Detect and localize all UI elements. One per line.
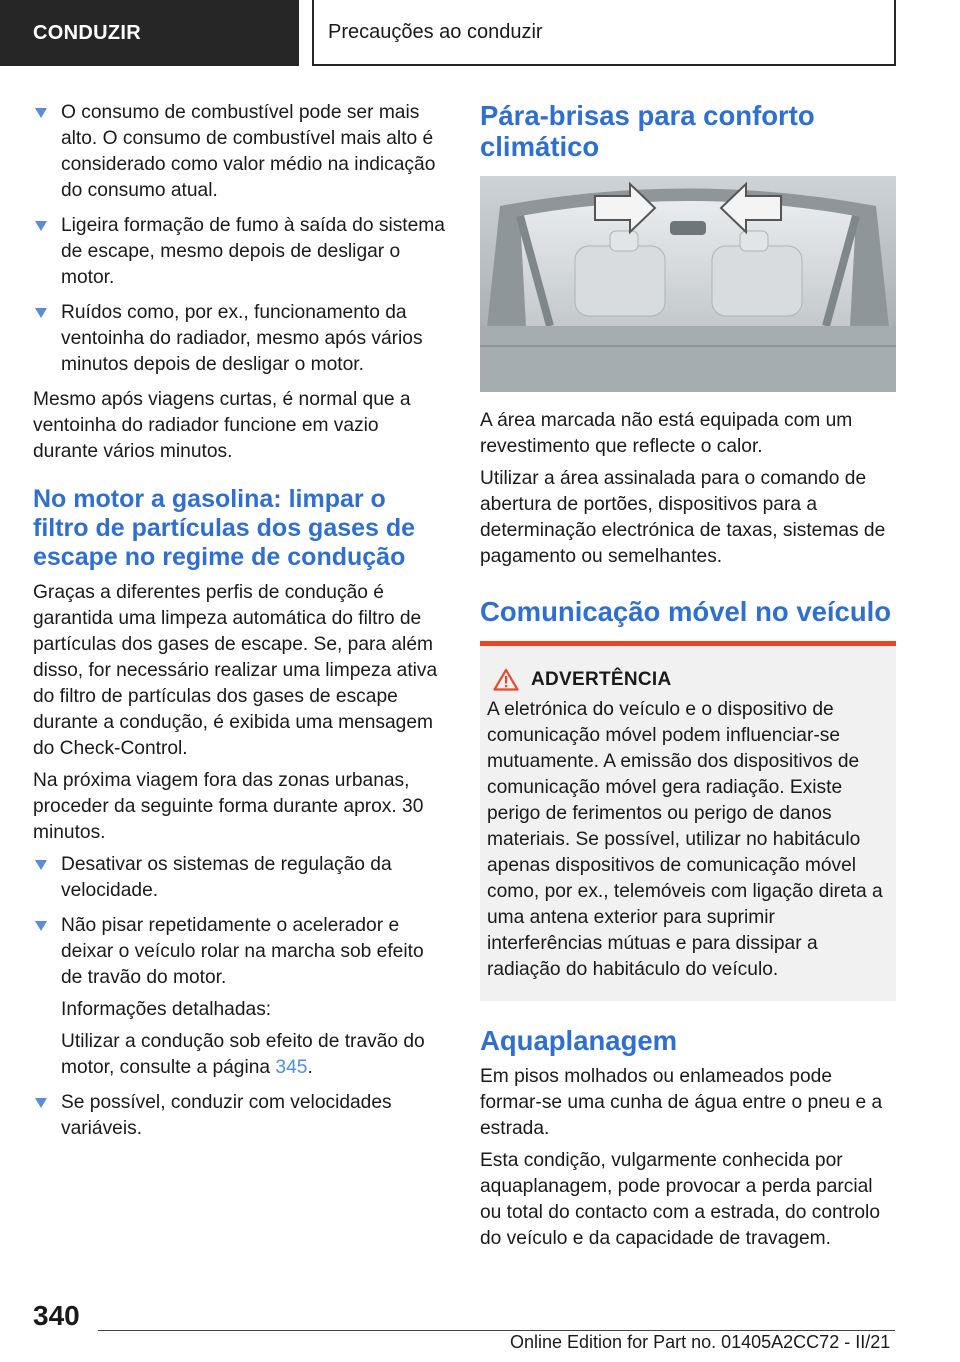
paragraph-caption: A área marcada não está equipada com um revestimento que reflecte o calor. [480,410,853,457]
triangle-bullet-icon [35,1098,47,1108]
warning-triangle-icon [493,668,519,691]
warning-text: A eletrónica do veículo e o dispositivo de comunicação móvel podem influenciar-se mutuamente. A emissão dos dispositivos de comunicação móvel gera radiação. Existe perigo de ferimentos ou perigo de danos materiais. Se possível, utilizar no habitáculo apenas dispositivos de comunicação móvel como, por ex., telemóveis com ligação direta a uma antena exterior para suprimir interferências mútuas e para dissipar a radiação do habitáculo do veículo. [487,699,883,980]
triangle-bullet-icon [35,221,47,231]
list-item [33,852,448,904]
left-column [33,100,448,1151]
reference-text: Utilizar a condução sob efeito de travão do motor, consulte a página [61,1031,425,1078]
list-item-text: Desativar os sistemas de regulação da velocidade. [61,854,392,901]
list-item [33,213,448,291]
warning-title: ADVERTÊNCIA [531,668,672,690]
list-item [33,1090,448,1142]
chapter-title: Precauções ao conduzir [312,0,896,66]
detail-label: Informações detalhadas: [61,999,272,1020]
paragraph-next-trip: Na próxima viagem fora das zonas urbanas, proceder da seguinte forma durante aprox. 30 minutos. [33,770,424,843]
footer-divider [98,1330,895,1331]
heading-mobile: Comunicação móvel no veículo [480,596,892,627]
page-link[interactable]: 345 [275,1057,308,1078]
list-item-text: O consumo de combustível pode ser mais alto. O consumo de combustível mais alto é considerado como valor médio na indicação do consumo atual. [61,102,436,201]
detail-reference [61,1029,448,1081]
right-column [480,100,896,1258]
warning-box [480,641,896,1001]
list-item-text: Ruídos como, por ex., funcionamento da ventoinha do radiador, mesmo após vários minutos depois de desligar o motor. [61,302,423,375]
paragraph-aquaplaning-1: Em pisos molhados ou enlameados pode formar-se uma cunha de água entre o pneu e a estrada. [480,1066,883,1139]
list-item-text: Não pisar repetidamente o acelerador e deixar o veículo rolar na marcha sob efeito de travão do motor. [61,915,424,988]
heading-aquaplaning: Aquaplanagem [480,1025,678,1056]
paragraph-usage: Utilizar a área assinalada para o comando de abertura de portões, dispositivos para a determinação electrónica de taxas, sistemas de pagamento ou semelhantes. [480,468,886,567]
paragraph-aquaplaning-2: Esta condição, vulgarmente conhecida por aquaplanagem, pode provocar a perda parcial ou total do contacto com a estrada, do controlo do veículo e da capacidade de travagem. [480,1150,880,1249]
heading-windshield: Pára-brisas para conforto climático [480,100,815,162]
heading-particle-filter: No motor a gasolina: limpar o filtro de partículas dos gases de escape no regime de condução [33,485,416,571]
list-item [33,300,448,378]
triangle-bullet-icon [35,108,47,118]
list-item-text: Se possível, conduzir com velocidades variáveis. [61,1092,392,1139]
triangle-bullet-icon [35,921,47,931]
page-number: 340 [33,1300,80,1331]
list-item-text: Ligeira formação de fumo à saída do sistema de escape, mesmo depois de desligar o motor. [61,215,445,288]
warning-header [493,668,889,691]
triangle-bullet-icon [35,308,47,318]
windshield-photo [480,176,896,392]
page-header [0,0,960,66]
list-item [33,100,448,204]
reference-end: . [307,1057,313,1078]
edition-note: Online Edition for Part no. 01405A2CC72 - II/21 [510,1332,891,1352]
paragraph-cleaning: Graças a diferentes perfis de condução é garantida uma limpeza automática do filtro de partículas dos gases de escape. Se, para além disso, for necessário realizar uma limpeza ativa do filtro de partículas dos gases de escape durante a condução, é exibida uma mensagem do Check-Control. [33,582,438,759]
paragraph-fan: Mesmo após viagens curtas, é normal que a ventoinha do radiador funcione em vazio durante vários minutos. [33,389,411,462]
list-item [33,913,448,1081]
section-tab: CONDUZIR [0,0,299,66]
triangle-bullet-icon [35,860,47,870]
